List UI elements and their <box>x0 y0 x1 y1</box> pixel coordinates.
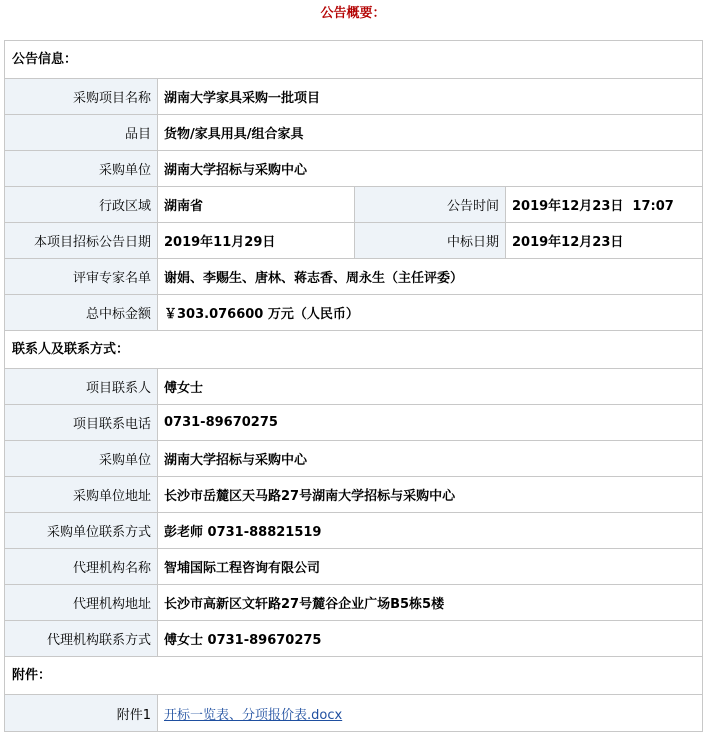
table-row <box>5 477 702 513</box>
amount-value: ￥303.076600 万元（人民币） <box>164 307 359 322</box>
table-row <box>5 369 702 405</box>
project-name-label: 采购项目名称 <box>5 79 158 114</box>
table-row <box>5 259 702 295</box>
page-title: 公告概要： <box>320 6 386 21</box>
section-header-announcement <box>5 41 702 79</box>
category-label: 品目 <box>5 115 158 150</box>
experts-label: 评审专家名单 <box>5 259 158 294</box>
project-name-value: 湖南大学家具采购一批项目 <box>164 91 321 106</box>
section-label: 公告信息： <box>12 51 78 67</box>
purchaser-contact-value: 彭老师 0731-88821519 <box>164 525 322 540</box>
contact-purchaser-value: 湖南大学招标与采购中心 <box>164 453 308 468</box>
section-header-contacts <box>5 331 702 369</box>
table-row <box>5 151 702 187</box>
table-row <box>5 405 702 441</box>
attachment1-cell <box>158 695 702 731</box>
amount-label: 总中标金额 <box>5 295 158 330</box>
award-date-label: 中标日期 <box>355 223 506 258</box>
publish-time-value: 2019年12月23日 17:07 <box>512 199 674 214</box>
agency-address-value: 长沙市高新区文轩路27号麓谷企业广场B5栋5楼 <box>164 597 445 612</box>
table-row <box>5 441 702 477</box>
project-phone-value: 0731-89670275 <box>164 415 278 430</box>
purchaser-contact-label: 采购单位联系方式 <box>5 513 158 548</box>
project-contact-label: 项目联系人 <box>5 369 158 404</box>
table-row <box>5 115 702 151</box>
section-header-attachments <box>5 657 702 695</box>
publish-time-label: 公告时间 <box>355 187 506 222</box>
region-value: 湖南省 <box>158 187 355 222</box>
table-row <box>5 223 702 259</box>
table-row <box>5 621 702 657</box>
category-value: 货物/家具用具/组合家具 <box>164 127 304 142</box>
table-row <box>5 585 702 621</box>
attachment1-link[interactable]: 开标一览表、分项报价表.docx <box>164 707 343 723</box>
attachment1-label: 附件1 <box>5 695 158 731</box>
agency-address-label: 代理机构地址 <box>5 585 158 620</box>
table-row <box>5 295 702 331</box>
tender-date-value: 2019年11月29日 <box>158 223 355 258</box>
contact-purchaser-label: 采购单位 <box>5 441 158 476</box>
table-row <box>5 549 702 585</box>
agency-contact-label: 代理机构联系方式 <box>5 621 158 656</box>
project-contact-value: 傅女士 <box>164 381 204 396</box>
purchaser-value: 湖南大学招标与采购中心 <box>164 163 308 178</box>
table-row <box>5 513 702 549</box>
agency-name-value: 智埔国际工程咨询有限公司 <box>164 561 321 576</box>
purchaser-address-value: 长沙市岳麓区天马路27号湖南大学招标与采购中心 <box>164 489 456 504</box>
agency-name-label: 代理机构名称 <box>5 549 158 584</box>
section-label: 联系人及联系方式： <box>12 341 130 357</box>
table-row <box>5 79 702 115</box>
agency-contact-value: 傅女士 0731-89670275 <box>164 633 322 648</box>
tender-date-label: 本项目招标公告日期 <box>5 223 158 258</box>
purchaser-label: 采购单位 <box>5 151 158 186</box>
project-phone-label: 项目联系电话 <box>5 405 158 440</box>
notice-table <box>4 40 703 732</box>
award-date-value: 2019年12月23日 <box>512 235 624 250</box>
section-label: 附件： <box>12 667 52 683</box>
table-row <box>5 695 702 731</box>
purchaser-address-label: 采购单位地址 <box>5 477 158 512</box>
table-row <box>5 187 702 223</box>
region-label: 行政区域 <box>5 187 158 222</box>
experts-value: 谢娟、李赐生、唐林、蒋志香、周永生（主任评委） <box>164 271 464 286</box>
